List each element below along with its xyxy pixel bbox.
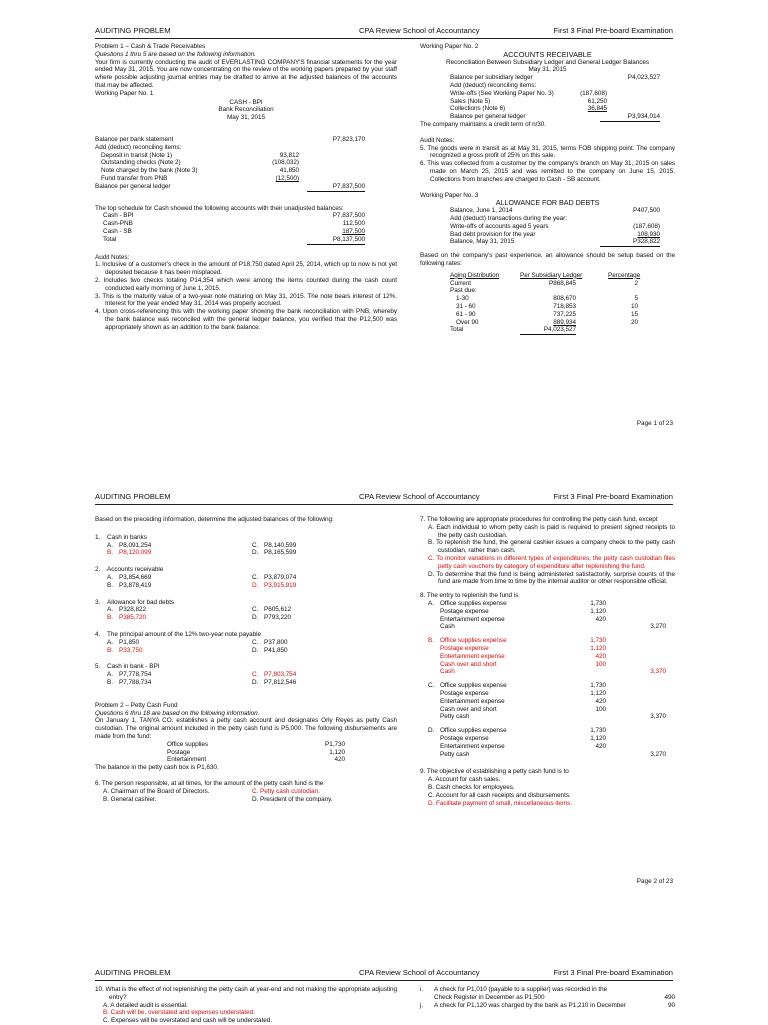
ar-row: Balance per subsidiary ledger P4,023,527 (450, 74, 660, 82)
mcq-option-value[interactable]: P3,854,669 (119, 573, 152, 581)
recon-row: Add (deduct) reconciling items: (95, 143, 182, 151)
q9-option[interactable]: A. Account for cash sales. (428, 776, 501, 784)
aging-row: Current P868,845 2 (450, 279, 638, 287)
recon-row: Note charged by the bank (Note 3) 41,850 (101, 167, 299, 175)
header-right: First 3 Final Pre-board Examination (553, 968, 673, 977)
journal-line: C. Office supplies expense 1,730 (428, 682, 606, 690)
mcq-option-letter[interactable]: A. (107, 573, 113, 581)
problem-2-text: On January 1, TANYA CO. establishes a petty cash account and designates Orly Reyes as petty Cash custodian. The original amount included in the petty cash fund is P5,000. The following disbursements are made from the fund: (95, 717, 397, 740)
problem-1-intro: Your firm is currently conducting the audit of EVERLASTING COMPANY'S financial statements for the year ended May 31, 2015. You are now concentrating on the review of the working papers prepared by your staff where possible adjusting journal entries may be drafted to arrive at the adjusted balances of the accounts that may be affected. (95, 58, 397, 89)
q6-option-c[interactable]: C. Petty cash custodian. (252, 787, 320, 795)
account-row: Total P8,137,500 (103, 235, 365, 243)
cash-accounts-table (95, 212, 397, 243)
page-1 (0, 0, 768, 440)
aging-row: Over 90 889,934 20 (456, 318, 638, 326)
mcq-option-letter[interactable]: B. (107, 549, 113, 557)
q7-option[interactable]: C. To monitor variations in different types of expenditures, the petty cash custodian files petty cash vouchers by category of expenditure after replenishing the fund. (428, 554, 675, 570)
header-center: CPA Review School of Accountancy (359, 26, 480, 35)
mcq-option-value[interactable]: P3,915,919 (264, 581, 297, 589)
account-row: Cash-PNB 112,500 (103, 220, 365, 228)
recon-row: Balance per bank statement P7,823,170 (95, 135, 365, 143)
mcq-options-row (95, 606, 397, 614)
journal-line: B. Office supplies expense 1,730 (428, 637, 606, 645)
mcq-option-letter[interactable]: C. (252, 671, 259, 679)
journal-line: Entertainment expense 420 (440, 742, 606, 750)
cash-title-line: May 31, 2015 (226, 114, 266, 122)
allow-row: Bad debt provision for the year 108,930 (450, 230, 660, 238)
mcq-option-value[interactable]: P7,812,546 (264, 678, 297, 686)
question-8: 8. The entry to replenish the fund is (420, 592, 519, 600)
p3-right-column (420, 986, 675, 1016)
q6-option-b[interactable]: B. General cashier. (103, 795, 157, 803)
header-left: AUDITING PROBLEM (95, 968, 171, 977)
mcq-option-letter[interactable]: A. (107, 638, 113, 646)
p3-left-column (95, 986, 397, 1025)
mcq-question-text: 1. Cash in banks (95, 533, 147, 541)
problem-2-italic: Questions 6 thru 18 are based on the following information. (95, 709, 260, 717)
cash-title-line: CASH - BPI (229, 98, 263, 106)
q6-options-row (95, 796, 397, 804)
disb-row: Office supplies P1,730 (167, 740, 345, 748)
mcq-option-value[interactable]: P33,750 (119, 646, 143, 654)
q7-option[interactable]: B. To replenish the fund, the general cashier issues a company check to the petty cash custodian, rather than cash. (428, 539, 675, 555)
audit-note: 1. Inclusive of a customer's check in the amount of P18,750 dated April 25, 2014, which up to now is not yet deposited because it has been misplaced. (95, 261, 397, 277)
p2-left-column (95, 516, 397, 803)
journal-line: Postage expense 1,120 (440, 607, 606, 615)
reconciling-item: j. A check for P1,120 was charged by the bank as P1,210 in December 90 (420, 1002, 675, 1009)
mcq-question (95, 534, 397, 557)
ar-row: Sales (Note 5) 61,250 (450, 97, 607, 105)
mcq-option-value[interactable]: P605,612 (264, 606, 291, 614)
mcq-options-row (95, 582, 397, 590)
journal-line: Postage expense 1,120 (440, 644, 606, 652)
page-2 (0, 486, 768, 888)
q6-options-row (95, 788, 397, 796)
allowance-table (420, 207, 675, 246)
header-right: First 3 Final Pre-board Examination (553, 492, 673, 501)
audit-note: 4. Upon cross-referencing this with the working paper showing the bank reconciliation with PNB, whereby the bank balance was reconciled with the general ledger balance, you verified that the P12,500 was appropriately shown as an addition to the bank balance. (95, 308, 397, 331)
header-center: CPA Review School of Accountancy (359, 968, 480, 977)
journal-line: Cash 3,370 (440, 668, 666, 676)
adjusted-balances-intro: Based on the preceding information, determine the adjusted balances of the following: (95, 516, 334, 523)
aging-row: Total P4,023,527 (450, 326, 576, 334)
aging-row: 1-30 808,670 5 (456, 295, 638, 303)
allow-row: Write-offs of accounts aged 5 years (187,608) (450, 222, 660, 230)
mcq-option-value[interactable]: P8,165,599 (264, 549, 297, 557)
audit-note: 3. This is the maturity value of a two-year note maturing on May 31, 2015. The note bears interest of 12%. Interest for the year ended May 31, 2014 was properly accrued. (95, 292, 397, 308)
mcq-options-row (95, 549, 397, 557)
mcq-options-row (95, 542, 397, 550)
mcq-question (95, 663, 397, 686)
q7-option[interactable]: D. To determine that the fund is being administered satisfactorily, surprise counts of the fund are made from time to time by the internal auditor or other responsible official. (428, 570, 675, 586)
journal-line: Petty cash 3,370 (440, 713, 666, 721)
problem-1-title: Problem 1 – Cash & Trade Receivables (95, 43, 206, 50)
q6-option-a[interactable]: A. Chairman of the Board of Directors. (103, 787, 210, 795)
journal-line: Entertainment expense 420 (440, 652, 606, 660)
mcq-options-row (95, 614, 397, 622)
page-header (95, 966, 673, 981)
mcq-option-letter[interactable]: D. (252, 549, 259, 557)
credit-terms: The company maintains a credit term of n/30. (420, 120, 547, 128)
mcq-option-letter[interactable]: B. (107, 678, 113, 686)
ar-row: Add (deduct) reconciling items: (450, 81, 537, 89)
mcq-option-value[interactable]: P328,822 (119, 606, 146, 614)
aging-row: Past due: (450, 287, 477, 295)
page-header (95, 490, 673, 505)
mcq-list (95, 534, 397, 687)
page-3 (0, 966, 768, 1024)
q10-option[interactable]: C. Expenses will be overstated and cash will be understated. (103, 1017, 272, 1025)
mcq-option-letter[interactable]: B. (107, 614, 113, 622)
problem-2-title: Problem 2 – Petty Cash Fund (95, 701, 178, 709)
ar-table (420, 74, 675, 121)
journal-line: Cash over and short 100 (440, 660, 606, 668)
journal-line: Petty cash 3,270 (440, 750, 666, 758)
recon-row: Balance per general ledger P7,837,500 (95, 182, 365, 190)
ar-title-line: ACCOUNTS RECEIVABLE (503, 49, 592, 59)
recon-row: Deposit in transit (Note 1) 93,812 (101, 151, 299, 159)
mcq-options-row (95, 679, 397, 687)
ar-row: Balance per general ledger P3,934,014 (450, 113, 660, 121)
p2-right-column (420, 516, 675, 807)
mcq-option-letter[interactable]: D. (252, 614, 259, 622)
disbursements-table (95, 741, 397, 764)
mcq-option-letter[interactable]: D. (252, 646, 259, 654)
cash-title-line: Bank Reconciliation (218, 106, 274, 114)
mcq-option-value[interactable]: P37,800 (264, 638, 288, 646)
q8-option[interactable] (420, 600, 675, 631)
aging-table (420, 272, 675, 334)
ar-title (420, 51, 675, 74)
q10-option[interactable]: A. A detailed audit is essential. (103, 1001, 188, 1009)
mcq-question-text: 2. Accounts receivable (95, 566, 164, 574)
top-schedule-text: The top schedule for Cash showed the following accounts with their unadjusted balances: (95, 204, 344, 212)
header-left: AUDITING PROBLEM (95, 492, 171, 501)
ar-title-line: May 31, 2015 (528, 66, 567, 74)
disb-row: Postage 1,120 (167, 748, 345, 756)
header-center: CPA Review School of Accountancy (359, 492, 480, 501)
recon-row: Outstanding checks (Note 2) (108,032) (101, 159, 299, 167)
q8-option[interactable] (420, 727, 675, 758)
mcq-question-text: 4. The principal amount of the 12% two-year note payable (95, 630, 262, 638)
q10-option[interactable]: B. Cash will be, overstated and expenses understated. (103, 1009, 255, 1017)
page-header (95, 24, 673, 39)
mcq-option-value[interactable]: P3,879,074 (264, 573, 297, 581)
journal-line: A. Office supplies expense 1,730 (428, 599, 606, 607)
mcq-options-row (95, 639, 397, 647)
mcq-options-row (95, 671, 397, 679)
aging-header-row: Aging Distribution Per Subsidiary Ledger Percentage (450, 271, 641, 279)
mcq-option-value[interactable]: P793,220 (264, 614, 291, 622)
mcq-option-value[interactable]: P41,850 (264, 646, 288, 654)
audit-note: 6. This was collected from a customer by the company's branch on May 31, 2015 on sales made on March 25, 2015 and was remitted to the company on June 15, 2015. Collections from branches are charged to Cash - SB account. (420, 160, 675, 183)
journal-line: Cash 3,270 (440, 623, 666, 631)
header-right: First 3 Final Pre-board Examination (553, 26, 673, 35)
aging-row: 61 - 90 737,225 15 (456, 310, 638, 318)
reconciling-item: i. A check for P1,010 (payable to a supplier) was recorded in the Check Register in December as P1,500 490 (420, 986, 675, 1001)
mcq-option-value[interactable]: P385,720 (119, 614, 146, 622)
question-7: 7. The following are appropriate procedures for controlling the petty cash fund, except (420, 516, 658, 523)
question-6: 6. The person responsible, at all times, for the amount of the petty cash fund is the (95, 779, 324, 787)
cash-bpi-title (95, 99, 397, 122)
audit-note: 5. The goods were in transit as at May 31, 2015, terms FOB shipping point. The company recognized a gross profit of 25% on this sale. (420, 144, 675, 160)
mcq-option-letter[interactable]: A. (107, 671, 113, 679)
page-number: Page 1 of 23 (636, 420, 673, 427)
mcq-option-letter[interactable]: A. (107, 606, 113, 614)
mcq-question (95, 566, 397, 589)
mcq-option-value[interactable]: P1,850 (119, 638, 139, 646)
working-paper-1: Working Paper No. 1 (95, 89, 154, 97)
allow-row: Balance, May 31, 2015 P328,822 (450, 238, 660, 246)
mcq-option-value[interactable]: P8,120,099 (119, 549, 152, 557)
mcq-option-letter[interactable]: A. (107, 541, 113, 549)
mcq-options-row (95, 647, 397, 655)
mcq-option-letter[interactable]: D. (252, 581, 259, 589)
mcq-question (95, 631, 397, 654)
mcq-option-value[interactable]: P7,788,734 (119, 678, 152, 686)
mcq-option-letter[interactable]: B. (107, 581, 113, 589)
q6-option-d[interactable]: D. President of the company. (252, 795, 333, 803)
mcq-option-letter[interactable]: B. (107, 646, 113, 654)
allow-row: Balance, June 1, 2014 P407,500 (450, 207, 660, 215)
mcq-option-letter[interactable]: C. (252, 606, 259, 614)
mcq-option-value[interactable]: P8,091,254 (119, 541, 152, 549)
journal-line: Postage expense 1,120 (440, 734, 606, 742)
account-row: Cash - SB 187,500 (103, 227, 365, 235)
journal-line: Entertainment expense 420 (440, 615, 606, 623)
journal-line: D. Office supplies expense 1,730 (428, 727, 606, 735)
audit-notes-title: Audit Notes: (420, 136, 455, 144)
mcq-option-letter[interactable]: C. (252, 573, 259, 581)
allowance-title: ALLOWANCE FOR BAD DEBTS (495, 198, 600, 208)
ar-row: Write-offs (See Working Paper No. 3) (187,608) (450, 89, 607, 97)
mcq-option-value[interactable]: P3,878,419 (119, 581, 152, 589)
q7-option[interactable]: A. Each individual to whom petty cash is paid is required to present signed receipts to the petty cash custodian. (428, 523, 675, 539)
mcq-question-text: 5. Cash in bank - BPI (95, 663, 160, 671)
audit-note: 2. Includes two checks totaling P14,354 which were among the items counted during the cash count conducted early morning of June 1, 2015. (95, 276, 397, 292)
account-row: Cash - BPI P7,837,500 (103, 212, 365, 220)
q9-option[interactable]: C. Account for all cash receipts and disbursements. (428, 791, 571, 799)
aging-row: 31 - 60 718,853 10 (456, 302, 638, 310)
recon-row: Fund transfer from PNB (12,500) (101, 174, 299, 182)
audit-notes-title: Audit Notes: (95, 253, 130, 261)
question-9: 9. The objective of establishing a petty cash fund is to (420, 768, 569, 776)
page-number: Page 2 of 23 (636, 878, 673, 885)
mcq-question (95, 599, 397, 622)
journal-line: Postage expense 1,120 (440, 689, 606, 697)
ar-title-line: Reconciliation Between Subsidiary Ledger and General Ledger Balances (445, 58, 649, 66)
question-10: 10. What is the effect of not replenishing the petty cash at year-end and not making the appropriate adjusting entry? (95, 986, 397, 1001)
mcq-options-row (95, 574, 397, 582)
q8-options (420, 600, 675, 758)
mcq-question-text: 3. Allowance for bad debts (95, 598, 175, 606)
disb-row: Entertainment 420 (167, 756, 345, 764)
allow-row: Add (deduct) transactions during the year: (450, 214, 567, 222)
working-paper-3: Working Paper No. 3 (420, 191, 479, 199)
mcq-option-letter[interactable]: C. (252, 541, 259, 549)
p1-right-column (420, 43, 675, 334)
q9-option[interactable]: B. Cash checks for employees. (428, 783, 515, 791)
mcq-option-value[interactable]: P7,803,754 (264, 671, 297, 679)
working-paper-2: Working Paper No. 2 (420, 43, 479, 50)
journal-line: Cash over and short 100 (440, 705, 606, 713)
problem-1-italic: Questions 1 thru 5 are based on the following information. (95, 50, 256, 58)
q8-option[interactable] (420, 682, 675, 721)
header-left: AUDITING PROBLEM (95, 26, 171, 35)
mcq-option-letter[interactable]: D. (252, 678, 259, 686)
mcq-option-letter[interactable]: C. (252, 638, 259, 646)
petty-cash-balance: The balance in the petty cash box is P1,630. (95, 764, 219, 772)
ar-row: Collections (Note 6) 36,845 (450, 105, 607, 113)
journal-line: Entertainment expense 420 (440, 697, 606, 705)
q8-option[interactable] (420, 637, 675, 676)
q9-option[interactable]: D. Facilitate payment of small, miscellaneous items. (428, 799, 573, 807)
bank-recon-table (95, 136, 397, 191)
p1-left-column (95, 43, 397, 332)
mcq-option-value[interactable]: P7,778,754 (119, 671, 152, 679)
mcq-option-value[interactable]: P8,140,599 (264, 541, 297, 549)
past-experience-text: Based on the company's past experience, an allowance should be setup based on the following rates: (420, 252, 675, 267)
